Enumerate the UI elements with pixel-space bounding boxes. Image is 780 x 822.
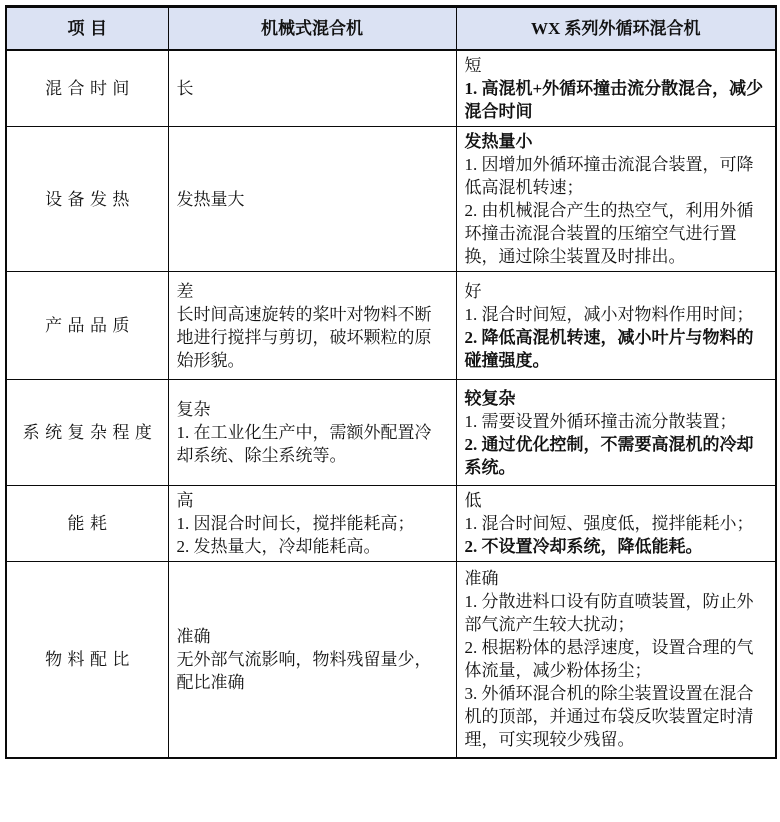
cell-line: 短 <box>464 55 482 75</box>
wx-cell <box>456 380 776 486</box>
table-row <box>6 272 776 380</box>
header-mechanical-label: 机械式混合机 <box>261 18 363 38</box>
cell-line: 1. 因增加外循环撞击流混合装置，可降低高混机转速； <box>464 155 754 197</box>
table-row <box>6 486 776 562</box>
table-row <box>6 50 776 127</box>
table-row <box>6 380 776 486</box>
comparison-table <box>5 5 777 759</box>
cell-line: 2. 通过优化控制，不需要高混机的冷却系统。 <box>464 434 754 477</box>
cell-line: 1. 需要设置外循环撞击流分散装置； <box>464 411 737 431</box>
cell-line: 1. 在工业化生产中，需额外配置冷却系统、除尘系统等。 <box>176 423 432 465</box>
item-label: 设备发热 <box>45 189 135 209</box>
mechanical-cell <box>168 127 456 272</box>
table-row <box>6 562 776 758</box>
cell-line: 高 <box>176 491 194 510</box>
item-cell <box>6 380 168 486</box>
cell-line: 差 <box>176 281 194 301</box>
mechanical-cell <box>168 50 456 127</box>
cell-line: 发热量小 <box>464 132 533 151</box>
table-row <box>6 127 776 272</box>
item-label: 系统复杂程度 <box>22 423 158 442</box>
header-wx-mixer <box>456 7 776 50</box>
mechanical-cell <box>168 562 456 758</box>
cell-line: 无外部气流影响，物料残留量少，配比准确 <box>176 649 432 692</box>
item-cell <box>6 127 168 272</box>
mechanical-cell <box>168 272 456 380</box>
cell-line: 1. 高混机+外循环撞击流分散混合，减少混合时间 <box>464 78 764 121</box>
item-cell <box>6 562 168 758</box>
cell-line: 好 <box>464 281 482 301</box>
cell-line: 较复杂 <box>464 388 516 408</box>
wx-cell <box>456 486 776 562</box>
item-label: 物料配比 <box>45 649 135 669</box>
cell-line: 发热量大 <box>176 189 245 209</box>
header-mechanical-mixer <box>168 7 456 50</box>
item-label: 混合时间 <box>45 78 135 98</box>
wx-cell <box>456 562 776 758</box>
cell-line: 复杂 <box>176 400 211 419</box>
cell-line: 1. 混合时间短，减小对物料作用时间； <box>464 304 754 324</box>
mechanical-cell <box>168 380 456 486</box>
cell-line: 1. 分散进料口设有防直喷装置，防止外部气流产生较大扰动； <box>464 592 754 635</box>
cell-line: 2. 发热量大，冷却能耗高。 <box>176 537 381 556</box>
item-cell <box>6 272 168 380</box>
cell-line: 2. 根据粉体的悬浮速度，设置合理的气体流量，减少粉体扬尘； <box>464 638 754 681</box>
header-item <box>6 7 168 50</box>
cell-line: 2. 降低高混机转速，减小叶片与物料的碰撞强度。 <box>464 327 754 370</box>
cell-line: 低 <box>464 491 482 510</box>
item-cell <box>6 486 168 562</box>
wx-cell <box>456 127 776 272</box>
header-wx-label: WX 系列外循环混合机 <box>530 18 701 38</box>
cell-line: 长时间高速旋转的桨叶对物料不断地进行搅拌与剪切，破坏颗粒的原始形貌。 <box>176 304 432 370</box>
wx-cell <box>456 272 776 380</box>
cell-line: 3. 外循环混合机的除尘装置设置在混合机的顶部，并通过布袋反吹装置定时清理，可实现较少残留。 <box>464 684 754 750</box>
header-row <box>6 7 776 50</box>
item-label: 能耗 <box>67 514 113 533</box>
wx-cell <box>456 50 776 127</box>
cell-line: 准确 <box>176 626 211 646</box>
cell-line: 2. 由机械混合产生的热空气，利用外循环撞击流混合装置的压缩空气进行置换，通过除尘装置及时排出。 <box>464 201 754 266</box>
cell-line: 1. 因混合时间长，搅拌能耗高； <box>176 514 415 533</box>
item-cell <box>6 50 168 127</box>
item-label: 产品品质 <box>45 316 135 335</box>
mechanical-cell <box>168 486 456 562</box>
cell-line: 1. 混合时间短、强度低，搅拌能耗小； <box>464 514 754 533</box>
table-body <box>6 50 776 758</box>
cell-line: 准确 <box>464 569 499 589</box>
header-item-label: 项目 <box>67 18 113 38</box>
cell-line: 2. 不设置冷却系统，降低能耗。 <box>464 537 703 556</box>
cell-line: 长 <box>176 78 194 98</box>
